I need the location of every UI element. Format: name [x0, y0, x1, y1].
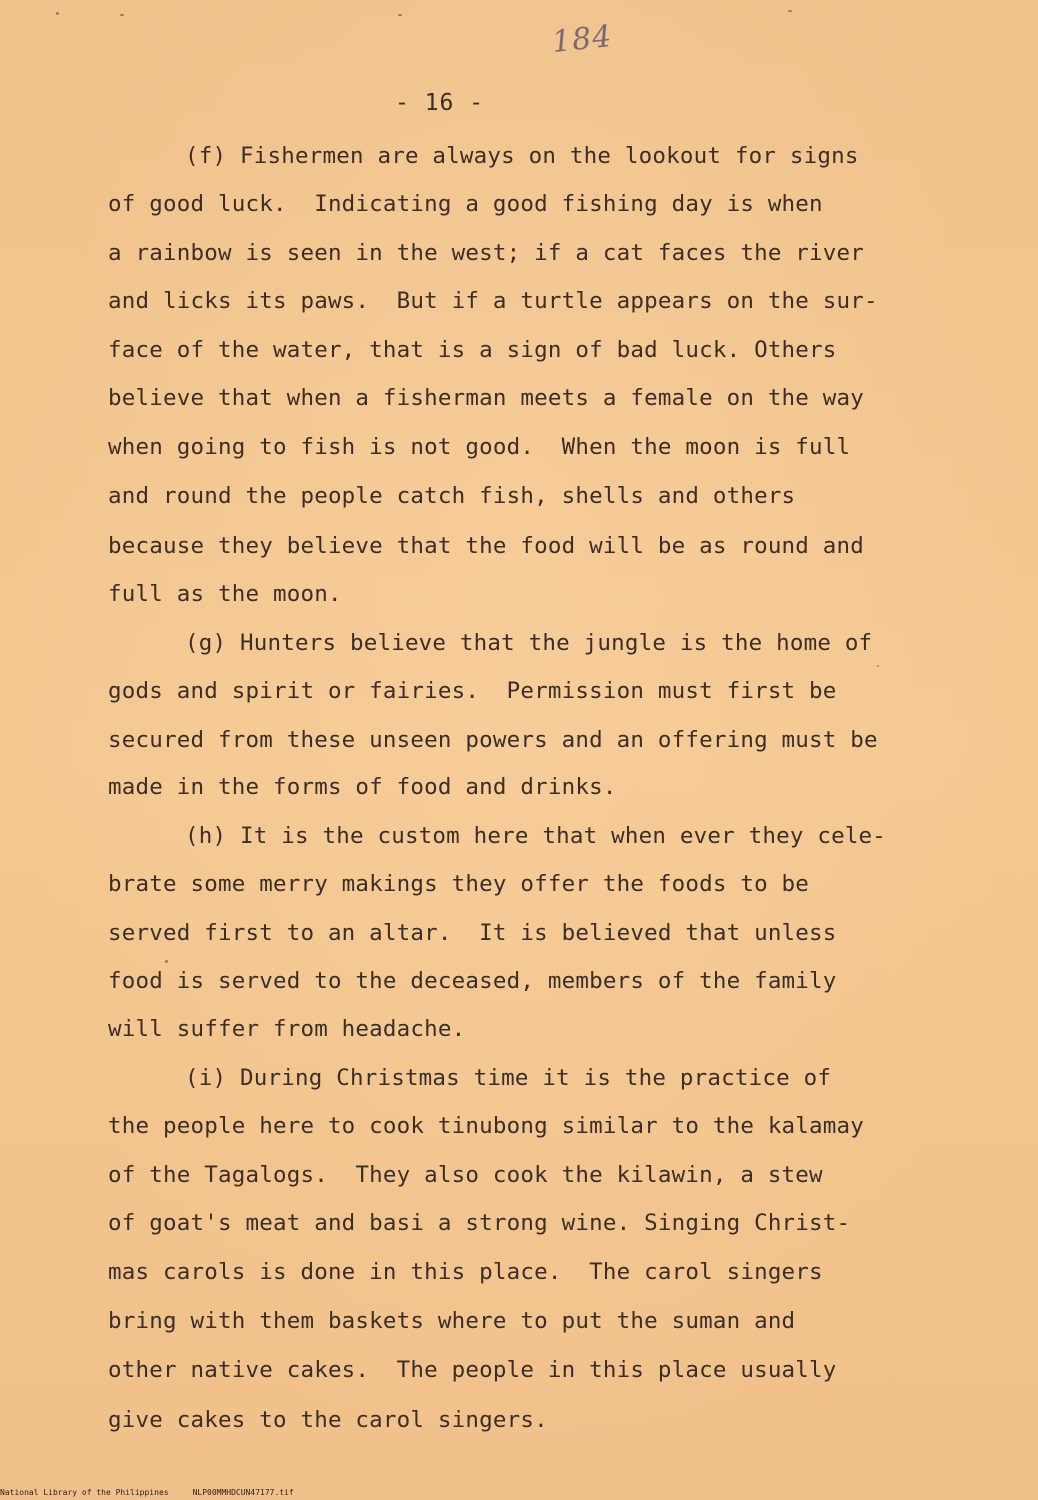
text-line: of the Tagalogs. They also cook the kilawin, a stew — [108, 1162, 823, 1188]
text-line: face of the water, that is a sign of bad luck. Others — [108, 337, 837, 363]
handwritten-page-number: 184 — [550, 18, 614, 61]
paper-speck — [877, 665, 879, 667]
text-line: served first to an altar. It is believed that unless — [108, 920, 837, 946]
text-line: gods and spirit or fairies. Permission must first be — [108, 678, 837, 704]
text-line: (g) Hunters believe that the jungle is the home of — [185, 630, 873, 656]
text-line: the people here to cook tinubong similar to the kalamay — [108, 1113, 865, 1139]
text-line: of goat's meat and basi a strong wine. Singing Christ- — [108, 1210, 851, 1236]
text-line: of good luck. Indicating a good fishing day is when — [108, 191, 823, 217]
text-line: and licks its paws. But if a turtle appears on the sur- — [108, 288, 878, 314]
text-line: and round the people catch fish, shells and others — [108, 483, 796, 509]
text-line: mas carols is done in this place. The carol singers — [108, 1259, 823, 1285]
paper-speck — [120, 14, 124, 16]
text-line: because they believe that the food will be as round and — [108, 533, 865, 559]
footer-file: NLP00MMHDCUN47177.tif — [192, 1488, 294, 1497]
text-line: made in the forms of food and drinks. — [108, 774, 617, 800]
text-line: (h) It is the custom here that when ever they cele- — [185, 823, 887, 849]
text-line: believe that when a fisherman meets a female on the way — [108, 385, 865, 411]
paper-speck — [165, 960, 168, 963]
text-line: (i) During Christmas time it is the practice of — [185, 1065, 832, 1091]
text-line: food is served to the deceased, members of the family — [108, 968, 837, 994]
paper-speck — [788, 10, 792, 12]
text-line: will suffer from headache. — [108, 1016, 466, 1042]
text-line: a rainbow is seen in the west; if a cat faces the river — [108, 240, 865, 266]
text-line: bring with them baskets where to put the suman and — [108, 1308, 796, 1334]
paper-speck — [398, 14, 402, 16]
text-line: give cakes to the carol singers. — [108, 1407, 548, 1433]
text-line: full as the moon. — [108, 581, 342, 607]
page-number: - 16 - — [395, 90, 485, 116]
text-line: (f) Fishermen are always on the lookout for signs — [185, 143, 859, 169]
text-line: when going to fish is not good. When the moon is full — [108, 434, 851, 460]
scan-footer — [0, 1488, 294, 1497]
footer-library: National Library of the Philippines — [0, 1488, 169, 1497]
paper-speck — [56, 12, 59, 15]
text-line: secured from these unseen powers and an offering must be — [108, 727, 878, 753]
text-line: brate some merry makings they offer the foods to be — [108, 871, 810, 897]
text-line: other native cakes. The people in this place usually — [108, 1357, 837, 1383]
